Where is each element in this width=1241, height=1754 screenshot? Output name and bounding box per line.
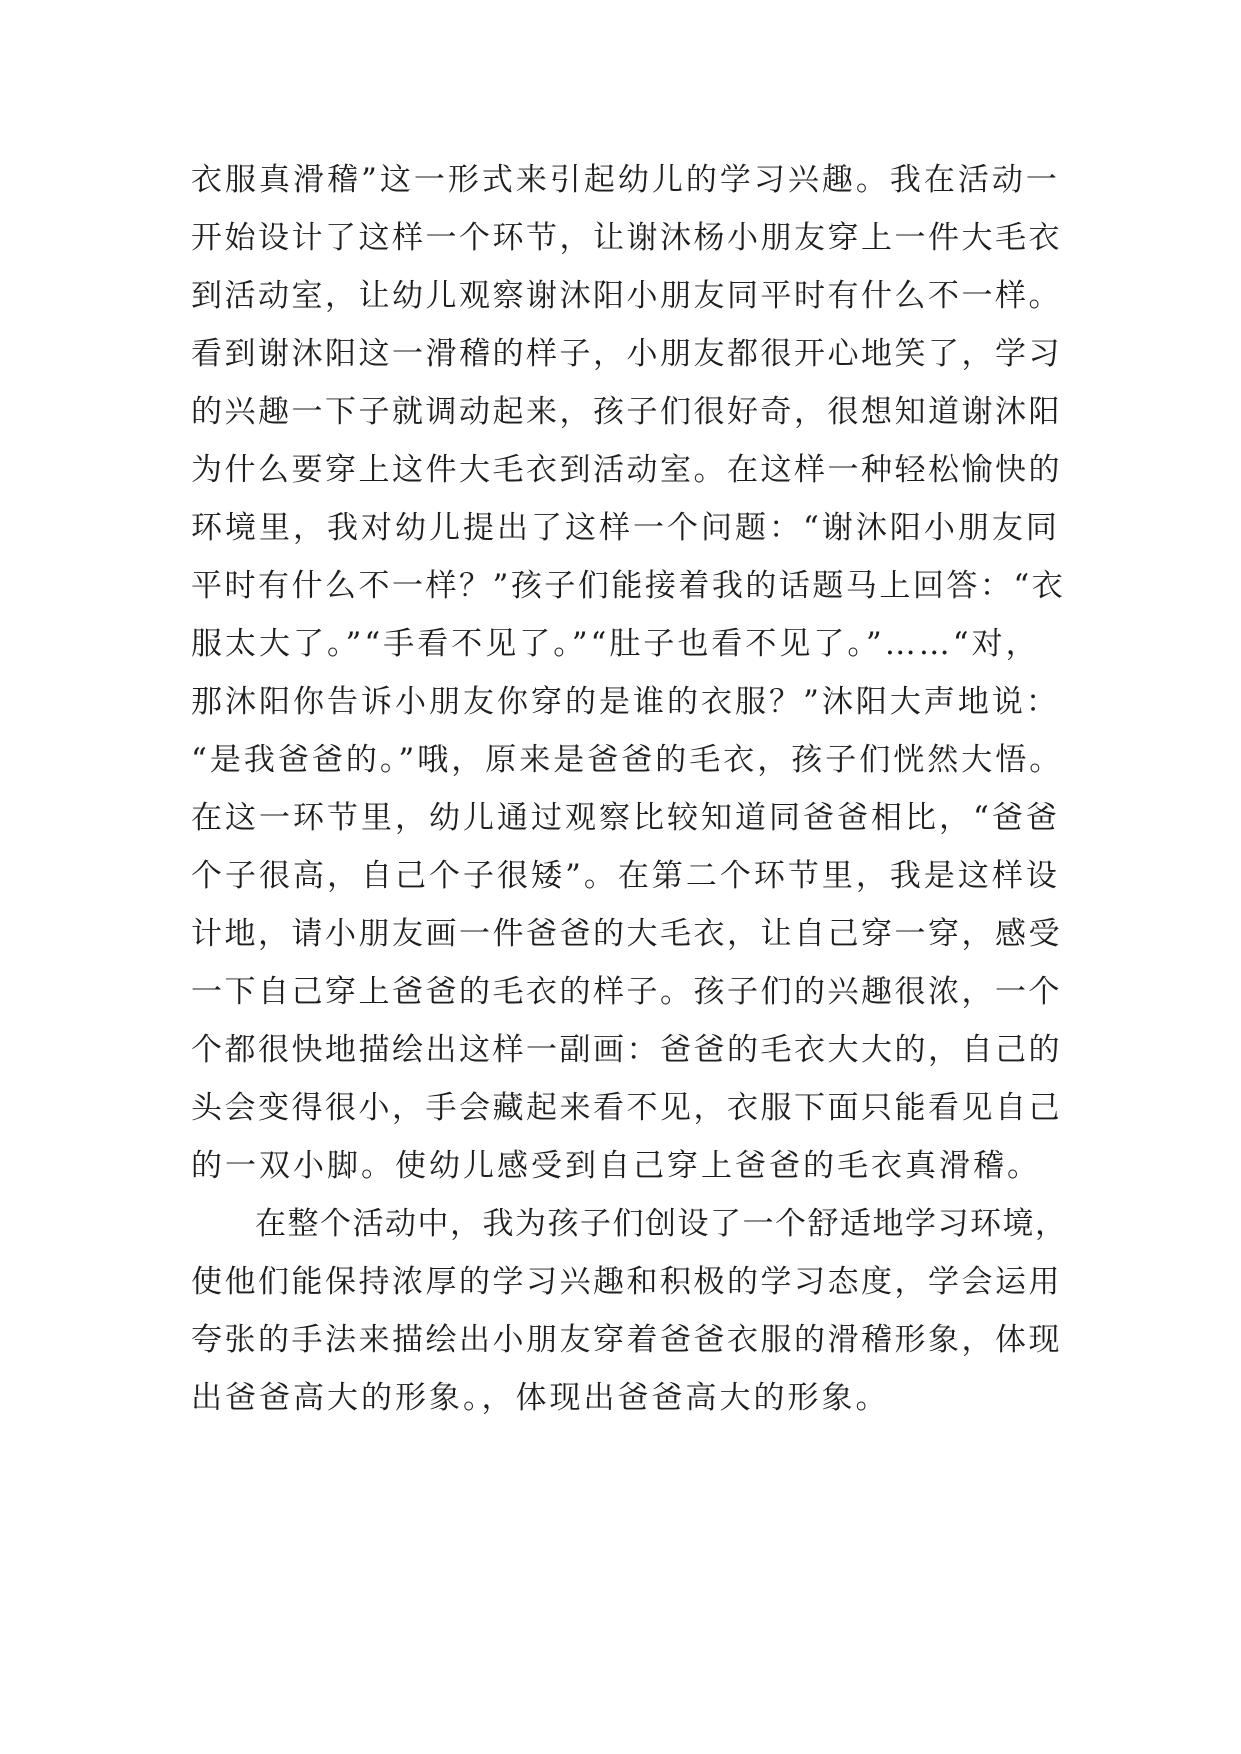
text-line: 环境里，我对幼儿提出了这样一个问题：“谢沐阳小朋友同 (191, 510, 1060, 546)
text-line: 为什么要穿上这件大毛衣到活动室。在这样一种轻松愉快的 (191, 452, 1062, 488)
text-line: 平时有什么不一样？”孩子们能接着我的话题马上回答：“衣 (191, 568, 1066, 604)
text-line: 衣服真滑稽”这一形式来引起幼儿的学习兴趣。我在活动一 (191, 162, 1060, 198)
text-line: 计地，请小朋友画一件爸爸的大毛衣，让自己穿一穿，感受 (191, 916, 1062, 952)
text-line: 在这一环节里，幼儿通过观察比较知道同爸爸相比，“爸爸 (191, 800, 1060, 836)
text-line: 个子很高，自己个子很矮”。在第二个环节里，我是这样设 (191, 858, 1060, 894)
paragraph-start-line: 在整个活动中，我为孩子们创设了一个舒适地学习环境， (255, 1206, 1068, 1242)
text-line: 到活动室，让幼儿观察谢沐阳小朋友同平时有什么不一样。 (191, 278, 1062, 314)
text-line: 个都很快地描绘出这样一副画：爸爸的毛衣大大的，自己的 (191, 1032, 1062, 1068)
text-line: 头会变得很小，手会藏起来看不见，衣服下面只能看见自己 (191, 1090, 1062, 1126)
text-line: 服太大了。”“手看不见了。”“肚子也看不见了。”……“对， (191, 626, 1040, 662)
text-line: “是我爸爸的。”哦，原来是爸爸的毛衣，孩子们恍然大悟。 (191, 742, 1064, 778)
body-text (191, 151, 1071, 1427)
text-line: 开始设计了这样一个环节，让谢沐杨小朋友穿上一件大毛衣 (191, 220, 1062, 256)
text-line: 的一双小脚。使幼儿感受到自己穿上爸爸的毛衣真滑稽。 (191, 1148, 1041, 1184)
text-line: 使他们能保持浓厚的学习兴趣和积极的学习态度，学会运用 (191, 1264, 1062, 1300)
text-line: 出爸爸高大的形象。，体现出爸爸高大的形象。 (191, 1380, 890, 1416)
text-line: 那沐阳你告诉小朋友你穿的是谁的衣服？”沐阳大声地说： (191, 684, 1060, 720)
text-line: 的兴趣一下子就调动起来，孩子们很好奇，很想知道谢沐阳 (191, 394, 1062, 430)
text-line: 看到谢沐阳这一滑稽的样子，小朋友都很开心地笑了，学习 (191, 336, 1062, 372)
text-line: 夸张的手法来描绘出小朋友穿着爸爸衣服的滑稽形象，体现 (191, 1322, 1062, 1358)
text-line: 一下自己穿上爸爸的毛衣的样子。孩子们的兴趣很浓，一个 (191, 974, 1062, 1010)
